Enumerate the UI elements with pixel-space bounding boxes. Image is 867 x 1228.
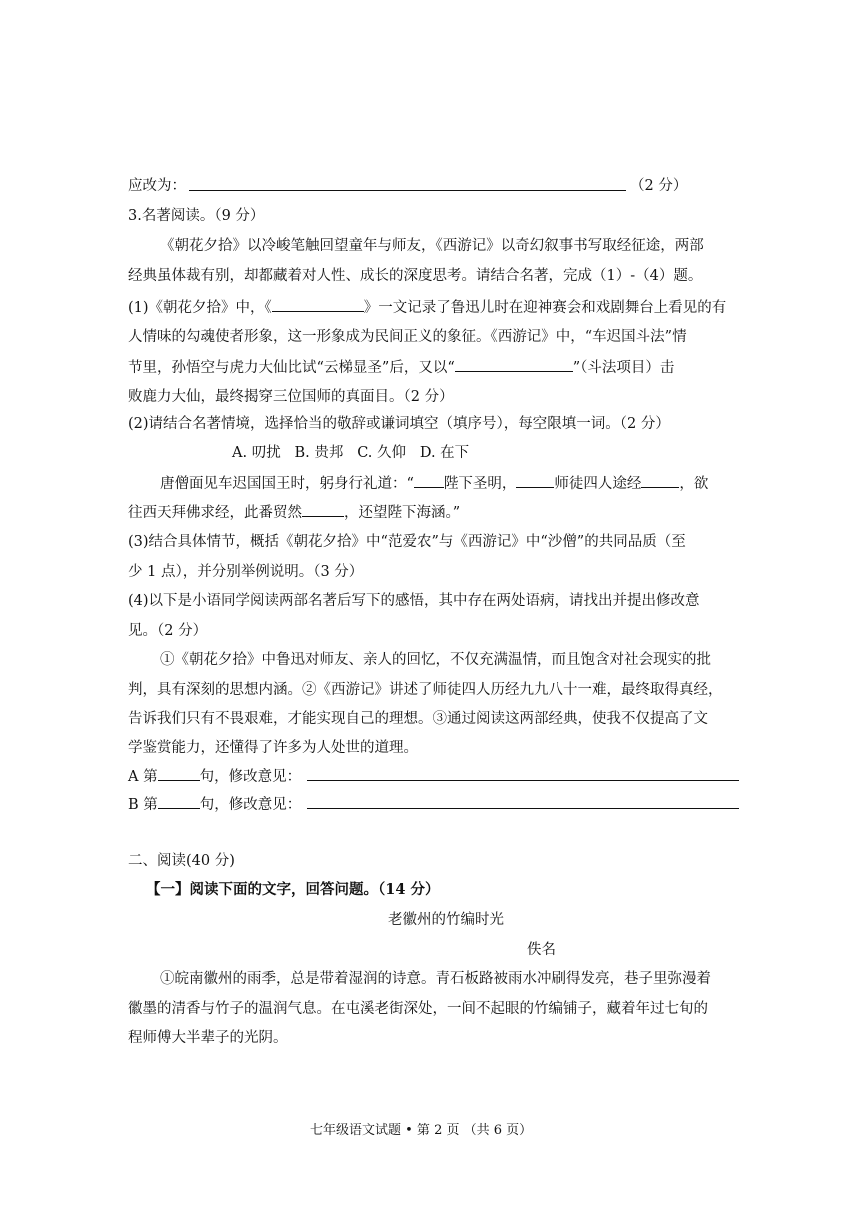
fix-score: （2 分） bbox=[630, 178, 688, 194]
answer-a-label: A 第 bbox=[128, 769, 158, 785]
q3-p2-text-b: 陛下圣明， bbox=[443, 476, 517, 492]
fix-answer-line[interactable] bbox=[189, 190, 626, 191]
q3-title: 3.名著阅读。（9 分） bbox=[128, 208, 265, 224]
answer-a-line[interactable] bbox=[307, 780, 739, 781]
q3-p2-text-c: 师徒四人途经 bbox=[554, 476, 642, 492]
q3-p1-text-c: 节里，孙悟空与虎力大仙比试“云梯显圣”后，又以“ bbox=[128, 360, 455, 376]
q3-p1-line1 bbox=[128, 297, 726, 318]
q3-p1-blank-1[interactable] bbox=[272, 297, 364, 312]
answer-a-label-2: 句，修改意见： bbox=[199, 769, 302, 785]
q3-p4-text-4: 学鉴赏能力，还懂得了许多为人处世的道理。 bbox=[128, 740, 418, 756]
article-para1-line1: ①皖南徽州的雨季，总是带着湿润的诗意。青石板路被雨水冲刷得发亮，巷子里弥漫着 bbox=[160, 971, 711, 987]
q3-p2-blank-3[interactable] bbox=[641, 473, 679, 488]
q3-p2-options: A. 叨扰 B. 贵邦 C. 久仰 D. 在下 bbox=[232, 445, 470, 461]
q3-p1-text-a: (1)《朝花夕拾》中，《 bbox=[128, 300, 272, 316]
q3-p2-text-e: 往西天拜佛求经，此番贸然 bbox=[128, 505, 302, 521]
answer-a-sentence-blank[interactable] bbox=[158, 766, 200, 781]
q3-p3-line2: 少 1 点），并分别举例说明。（3 分） bbox=[128, 564, 364, 580]
q3-p4-text-3: 告诉我们只有不畏艰难，才能实现自己的理想。③通过阅读这两部经典，使我不仅提高了文 bbox=[128, 711, 708, 727]
q3-p2-text-a: 唐僧面见车迟国国王时，躬身行礼道：“ bbox=[160, 476, 414, 492]
q3-p2-sentence-1 bbox=[160, 473, 708, 494]
article-para1-line3: 程师傅大半辈子的光阴。 bbox=[128, 1030, 288, 1046]
answer-b-sentence-blank[interactable] bbox=[158, 794, 200, 809]
section-2-title: 二、阅读(40 分) bbox=[128, 853, 235, 869]
article-para1-line2: 徽墨的清香与竹子的温润气息。在屯溪老街深处，一间不起眼的竹编铺子，藏着年过七旬的 bbox=[128, 1001, 708, 1017]
q3-p2-title: (2)请结合名著情境，选择恰当的敬辞或谦词填空（填序号），每空限填一词。（2 分） bbox=[128, 416, 670, 432]
q3-p2-blank-1[interactable] bbox=[414, 473, 444, 488]
q3-p2-blank-2[interactable] bbox=[516, 473, 554, 488]
q3-p1-text-d: ”（斗法项目）击 bbox=[572, 360, 675, 376]
answer-b-label-2: 句，修改意见： bbox=[199, 797, 302, 813]
fix-line bbox=[128, 176, 186, 196]
q3-p4-text-2: 判，具有深刻的思想内涵。②《西游记》讲述了师徒四人历经九九八十一难，最终取得真经， bbox=[128, 682, 723, 698]
section-2-subtitle: 【一】阅读下面的文字，回答问题。（14 分） bbox=[146, 881, 440, 898]
q3-p1-blank-2[interactable] bbox=[455, 357, 573, 372]
q3-intro-2: 经典虽体裁有别，却都藏着对人性、成长的深度思考。请结合名著，完成（1）-（4）题。 bbox=[128, 268, 703, 284]
fix-label: 应改为： bbox=[128, 178, 186, 194]
answer-a bbox=[128, 766, 301, 787]
q3-p1-text-b: 》一文记录了鲁迅儿时在迎神赛会和戏剧舞台上看见的有 bbox=[363, 300, 727, 316]
q3-p2-sentence-2 bbox=[128, 502, 460, 523]
article-title: 老徽州的竹编时光 bbox=[388, 912, 504, 928]
q3-p3-line1: (3)结合具体情节，概括《朝花夕拾》中“范爱农”与《西游记》中“沙僧”的共同品质（至 bbox=[128, 534, 686, 550]
q3-p2-text-d: ，欲 bbox=[679, 476, 709, 492]
q3-p1-line2: 人情味的勾魂使者形象，这一形象成为民间正义的象征。《西游记》中，“车迟国斗法”情 bbox=[128, 329, 687, 345]
page-footer: 七年级语文试题 • 第 2 页 （共 6 页） bbox=[310, 1123, 533, 1138]
q3-p4-line2: 见。（2 分） bbox=[128, 623, 208, 639]
answer-b-label: B 第 bbox=[128, 797, 158, 813]
q3-p4-line1: (4)以下是小语同学阅读两部名著后写下的感悟，其中存在两处语病，请找出并提出修改意 bbox=[128, 593, 700, 609]
q3-p2-blank-4[interactable] bbox=[302, 502, 344, 517]
q3-p1-line4: 败鹿力大仙，最终揭穿三位国师的真面目。（2 分） bbox=[128, 389, 454, 405]
article-author: 佚名 bbox=[527, 942, 556, 958]
q3-p2-text-f: ，还望陛下海涵。” bbox=[344, 505, 461, 521]
answer-b bbox=[128, 794, 301, 815]
q3-p1-line3 bbox=[128, 357, 674, 378]
q3-p4-text-1: ①《朝花夕拾》中鲁迅对师友、亲人的回忆，不仅充满温情，而且饱含对社会现实的批 bbox=[160, 652, 711, 668]
answer-b-line[interactable] bbox=[307, 808, 739, 809]
q3-intro-1: 《朝花夕拾》以冷峻笔触回望童年与师友，《西游记》以奇幻叙事书写取经征途，两部 bbox=[160, 238, 704, 254]
